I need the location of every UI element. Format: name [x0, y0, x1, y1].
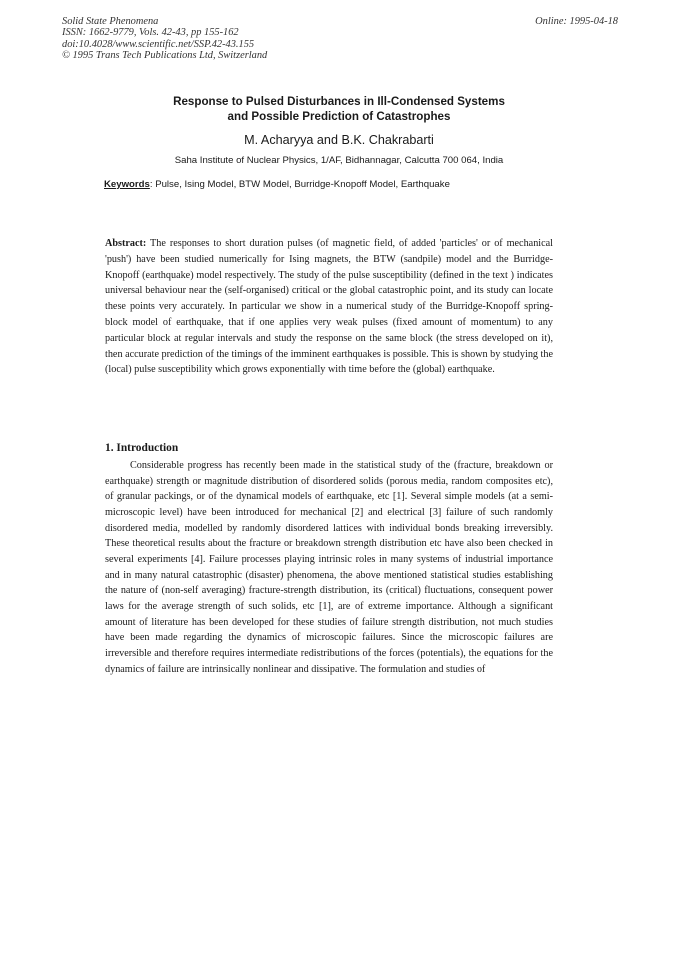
title-line-1: Response to Pulsed Disturbances in Ill-Condensed Systems — [173, 95, 505, 108]
affiliation: Saha Institute of Nuclear Physics, 1/AF, Bidhannagar, Calcutta 700 064, India — [174, 155, 504, 166]
title-line-2: and Possible Prediction of Catastrophes — [227, 110, 451, 123]
abstract — [105, 236, 553, 378]
authors: M. Acharyya and B.K. Chakrabarti — [244, 133, 434, 147]
paper-title — [0, 94, 678, 124]
journal-name: Solid State Phenomena — [62, 16, 159, 27]
issn-line: ISSN: 1662-9779, Vols. 42-43, pp 155-162 — [62, 27, 239, 39]
keywords-label: Keywords — [104, 179, 150, 190]
online-date: Online: 1995-04-18 — [535, 16, 618, 27]
introduction-body: Considerable progress has recently been made in the statistical study of the (fracture, breakdown or earthquake) strength or magnitude distribution of disordered solids (porous media, random composites etc), of granular packings, or of the dynamical models of earthquake, etc [1]. Several simple models (at a semi-microscopic level) have been introduced for mechanical [2] and electrical [3] failure of such randomly disordered media, modelled by randomly disordered lattices with individual bonds breaking irreversibly. These theoretical results about the fracture or breakdown strength distribution etc have also been checked in several experiments [4]. Failure processes playing intrinsic roles in many systems of industrial importance and in many natural catastrophic (disaster) phenomena, the above mentioned statistical studies establishing the nature of (non-self averaging) fracture-strength distribution, its (critical) fluctuations, consequent power laws for the average strength of such solids, etc [1], are of extreme importance. Although a significant amount of literature has been developed for these studies of failure strength distribution, not much studies have been made regarding the dynamics of microscopic failures. Since the microscopic failures are irreversible and therefore requires intermediate redistributions of the forces (potentials), the equations for the dynamics of failure are intrinsically nonlinear and dissipative. The formulation and studies of — [105, 460, 553, 675]
copyright-line: © 1995 Trans Tech Publications Ltd, Switzerland — [62, 49, 268, 61]
doi-line[interactable]: doi:10.4028/www.scientific.net/SSP.42-43.155 — [62, 38, 255, 50]
publication-header — [62, 16, 618, 61]
keywords — [104, 179, 574, 190]
abstract-text: The responses to short duration pulses (of magnetic field, of added 'particles' or of mechanical 'push') have been studied numerically for Ising magnets, the BTW (sandpile) model and the Burridge-Knopoff (earthquake) model respectively. The study of the pulse susceptibility (defined in the text ) indicates universal behaviour near the (self-organised) critical or the global catastrophic point, and its study can locate these points very accurately. In particular we show in a numerical study of the Burridge-Knopoff spring-block model of earthquake, that if one applies very weak pulses (fixed amount of momentum) to any particular block at regular intervals and study the response on the same block (the stress developed on it), then accurate prediction of the timings of the imminent earthquakes is possible. This is shown by studying the (local) pulse susceptibility which grows exponentially with time before the (global) earthquake. — [105, 238, 553, 376]
keywords-text: : Pulse, Ising Model, BTW Model, Burridge-Knopoff Model, Earthquake — [149, 179, 450, 190]
section-heading-introduction: 1. Introduction — [105, 442, 179, 454]
abstract-label: Abstract: — [105, 238, 147, 249]
